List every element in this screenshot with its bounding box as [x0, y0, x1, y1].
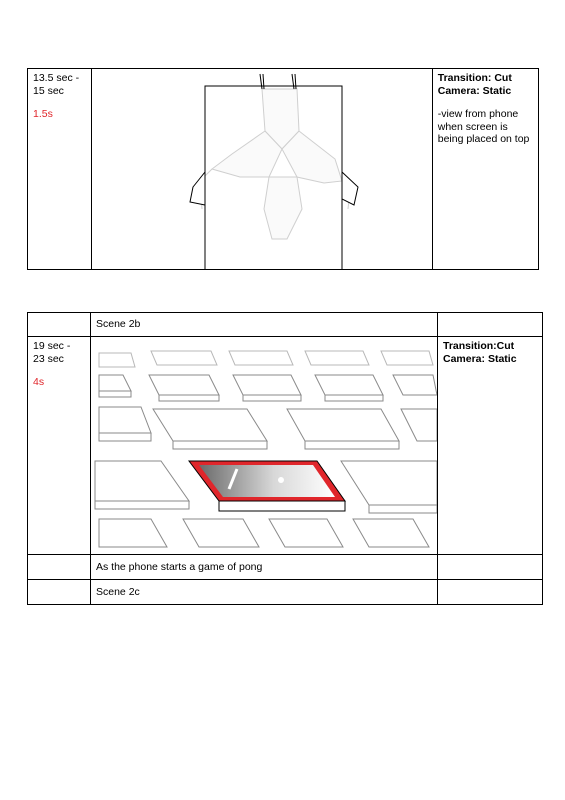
empty-cell	[28, 555, 91, 580]
duration: 1.5s	[33, 108, 53, 120]
time-cell	[28, 69, 92, 270]
frame-sketch-hands	[92, 69, 438, 269]
notes-cell	[438, 337, 543, 555]
scene-header-cell	[91, 313, 438, 337]
camera-label: Camera: Static	[437, 84, 512, 97]
scene-header: Scene 2b	[96, 318, 141, 331]
shot-note: -view from phone when screen is being placed on top	[437, 108, 530, 145]
next-scene-header: Scene 2c	[96, 585, 140, 598]
next-scene-cell	[91, 580, 438, 605]
frame-sketch-phone-grid	[91, 337, 437, 554]
frame-cell	[91, 69, 432, 270]
notes-cell	[432, 69, 538, 270]
storyboard-table-1	[27, 68, 539, 270]
empty-cell	[438, 555, 543, 580]
time-cell	[28, 337, 91, 555]
time-range: 13.5 sec - 15 sec	[33, 72, 80, 97]
transition-label: Transition: Cut	[437, 72, 512, 84]
empty-cell	[438, 580, 543, 605]
empty-cell	[438, 313, 543, 337]
shot-caption: As the phone starts a game of pong	[96, 560, 263, 573]
camera-label: Camera: Static	[443, 352, 517, 365]
frame-cell	[91, 337, 438, 555]
time-range: 19 sec - 23 sec	[33, 340, 71, 365]
empty-cell	[28, 313, 91, 337]
transition-label: Transition:Cut	[443, 340, 515, 352]
empty-cell	[28, 580, 91, 605]
duration: 4s	[33, 376, 45, 388]
caption-cell	[91, 555, 438, 580]
storyboard-table-2	[27, 312, 543, 605]
